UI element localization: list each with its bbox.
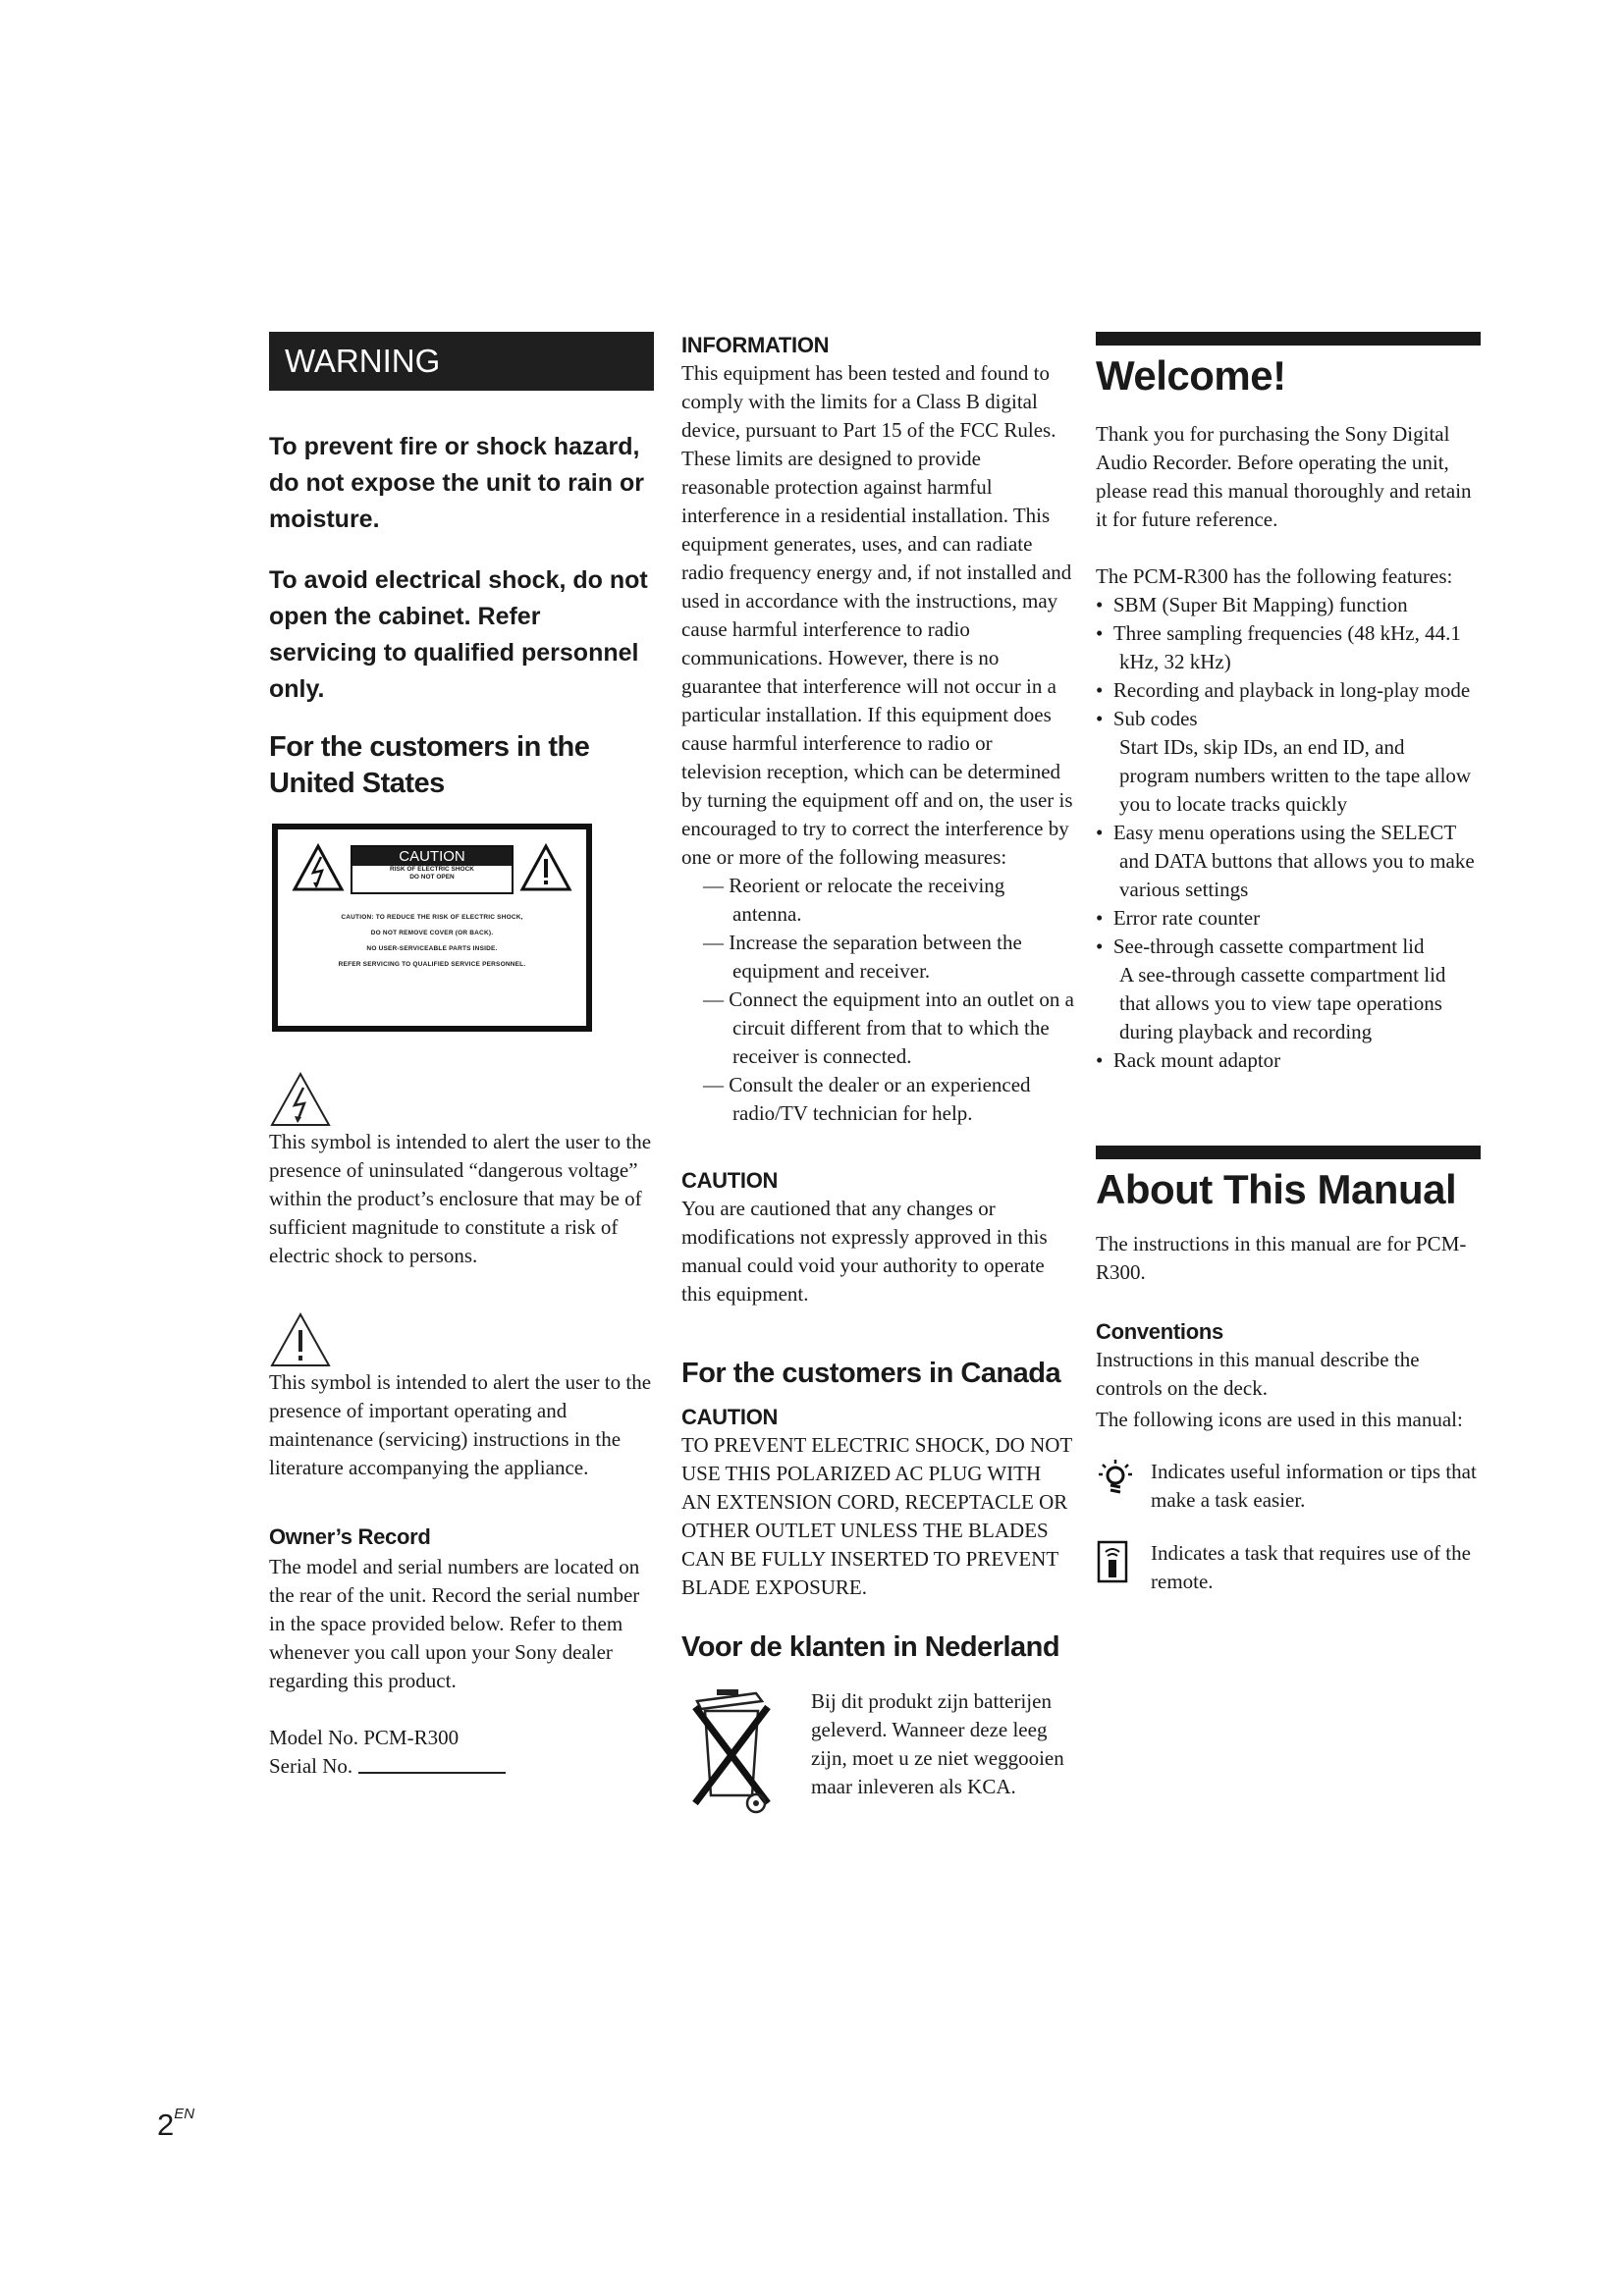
lightbulb-tip-icon xyxy=(1096,1458,1135,1501)
owners-record-text: The model and serial numbers are located on the rear of the unit. Record the serial number in the space provided below. Refer to them whenever you call upon your Sony dealer regarding this product. xyxy=(269,1555,640,1692)
caution-label-risk: RISK OF ELECTRIC SHOCK xyxy=(390,866,474,873)
owners-record-heading: Owner’s Record xyxy=(269,1524,431,1549)
measure-item: — Increase the separation between the equipment and receiver. xyxy=(703,931,1022,983)
about-heading: About This Manual xyxy=(1096,1166,1457,1212)
features-intro: The PCM-R300 has the following features: xyxy=(1096,564,1453,588)
caution-label-text xyxy=(288,910,576,1016)
warning-shock-text: To avoid electrical shock, do not open the cabinet. Refer servicing to qualified personnel only. xyxy=(269,566,648,703)
caution-label-line: REFER SERVICING TO QUALIFIED SERVICE PERSONNEL. xyxy=(338,961,526,968)
about-intro: The instructions in this manual are for PCM-R300. xyxy=(1096,1232,1467,1284)
serial-number-label: Serial No. xyxy=(269,1754,353,1778)
conventions-heading: Conventions xyxy=(1096,1319,1223,1344)
lightning-warning-icon xyxy=(292,843,345,892)
conventions-text: Instructions in this manual describe the controls on the deck. xyxy=(1096,1348,1420,1400)
tip-icon-text: Indicates useful information or tips that make a task easier. xyxy=(1151,1460,1477,1512)
caution-label-top xyxy=(288,839,576,900)
remote-icon-box xyxy=(1096,1539,1151,1589)
measure-item: — Connect the equipment into an outlet on a circuit different from that to which the receiver is connected. xyxy=(703,988,1074,1068)
caution-label-line: CAUTION: TO REDUCE THE RISK OF ELECTRIC SHOCK, xyxy=(341,914,523,921)
warning-fire-text: To prevent fire or shock hazard, do not expose the unit to rain or moisture. xyxy=(269,433,644,533)
feature-item: • Easy menu operations using the SELECT and DATA buttons that allows you to make various settings xyxy=(1096,821,1475,901)
tip-icon-row xyxy=(1096,1458,1479,1515)
welcome-heading: Welcome! xyxy=(1096,352,1286,399)
column-left xyxy=(269,332,654,1781)
caution-label-center xyxy=(351,845,514,894)
us-customers-heading: For the customers in the United States xyxy=(269,731,590,799)
feature-item-detail: A see-through cassette compartment lid that allows you to view tape operations during playback and recording xyxy=(1119,963,1446,1043)
icons-intro: The following icons are used in this manual: xyxy=(1096,1408,1463,1431)
caution-label-do-not-open: DO NOT OPEN xyxy=(409,874,455,881)
warning-title: WARNING xyxy=(269,332,654,391)
information-heading: INFORMATION xyxy=(681,333,830,357)
voltage-symbol-text: This symbol is intended to alert the user to the presence of uninsulated “dangerous voltage” within the product’s enclosure that may be of sufficient magnitude to constitute a risk of electric shock to persons. xyxy=(269,1130,652,1267)
serial-number-row xyxy=(269,1752,654,1781)
column-right xyxy=(1096,332,1479,1596)
caution-label-title: CAUTION xyxy=(352,847,512,866)
measure-item: — Consult the dealer or an experienced radio/TV technician for help. xyxy=(703,1073,1031,1125)
netherlands-text: Bij dit produkt zijn batterijen geleverd. Wanneer deze leeg zijn, moet u ze niet weggooien maar inleveren als KCA. xyxy=(811,1689,1064,1798)
model-number: Model No. PCM-R300 xyxy=(269,1726,460,1749)
feature-list xyxy=(1096,591,1479,1075)
crossed-bin-icon xyxy=(687,1687,776,1825)
remote-icon-row xyxy=(1096,1539,1479,1596)
information-para-2: These limits are designed to provide reasonable protection against harmful interference in a residential installation. This equipment generates, uses, and can radiate radio frequency energy and, if not installed and used in accordance with the instructions, may cause harmful interference to radio communications. However, there is no guarantee that interference will not occur in a particular installation. If this equipment does cause harmful interference to radio or television reception, which can be determined by turning the equipment off and on, the user is encouraged to try to correct the interference by one or more of the following measures: xyxy=(681,447,1073,869)
feature-item: • Three sampling frequencies (48 kHz, 44.1 kHz, 32 kHz) xyxy=(1096,621,1461,673)
tip-icon-box xyxy=(1096,1458,1151,1506)
feature-item: • Rack mount adaptor xyxy=(1096,1048,1281,1072)
feature-item: • See-through cassette compartment lid xyxy=(1096,934,1425,958)
attention-symbol-text: This symbol is intended to alert the user to the presence of important operating and maintenance (servicing) instructions in the literature accompanying the appliance. xyxy=(269,1370,652,1479)
caution-heading: CAUTION xyxy=(681,1168,779,1193)
page-number-suffix: EN xyxy=(174,2106,195,2122)
remote-control-icon xyxy=(1096,1539,1129,1584)
page-number xyxy=(157,2108,194,2143)
caution-text: You are cautioned that any changes or modifications not expressly approved in this manual could void your authority to operate this equipment. xyxy=(681,1197,1048,1306)
canada-caution-text: TO PREVENT ELECTRIC SHOCK, DO NOT USE THIS POLARIZED AC PLUG WITH AN EXTENSION CORD, RECEPTACLE OR OTHER OUTLET UNLESS THE BLADES CAN BE FULLY INSERTED TO PREVENT BLADE EXPOSURE. xyxy=(681,1433,1072,1599)
netherlands-battery-block xyxy=(681,1687,1074,1825)
welcome-intro: Thank you for purchasing the Sony Digital Audio Recorder. Before operating the unit, please read this manual thoroughly and retain it for future reference. xyxy=(1096,422,1472,531)
netherlands-heading: Voor de klanten in Nederland xyxy=(681,1631,1060,1663)
caution-label-line: NO USER-SERVICEABLE PARTS INSIDE. xyxy=(366,945,498,952)
caution-label-line: DO NOT REMOVE COVER (OR BACK). xyxy=(370,930,494,936)
attention-symbol-icon xyxy=(269,1311,332,1368)
exclamation-warning-icon xyxy=(519,843,572,892)
welcome-rule xyxy=(1096,332,1481,346)
feature-item: • Sub codes xyxy=(1096,707,1198,730)
serial-number-blank xyxy=(358,1772,506,1774)
about-rule xyxy=(1096,1146,1481,1159)
canada-caution-heading: CAUTION xyxy=(681,1405,779,1429)
lightning-symbol-icon xyxy=(269,1071,332,1128)
canada-heading: For the customers in Canada xyxy=(681,1358,1061,1389)
feature-item: • SBM (Super Bit Mapping) function xyxy=(1096,593,1408,616)
feature-item: • Error rate counter xyxy=(1096,906,1261,930)
feature-item-detail: Start IDs, skip IDs, an end ID, and program numbers written to the tape allow you to locate tracks quickly xyxy=(1119,735,1472,816)
column-middle xyxy=(681,332,1074,1825)
page-number-value: 2 xyxy=(157,2108,175,2142)
information-para-1: This equipment has been tested and found to comply with the limits for a Class B digital device, pursuant to Part 15 of the FCC Rules. xyxy=(681,361,1056,442)
remote-icon-text: Indicates a task that requires use of the remote. xyxy=(1151,1541,1471,1593)
feature-item: • Recording and playback in long-play mode xyxy=(1096,678,1471,702)
caution-label xyxy=(272,824,592,1032)
measure-item: — Reorient or relocate the receiving antenna. xyxy=(703,874,1005,926)
